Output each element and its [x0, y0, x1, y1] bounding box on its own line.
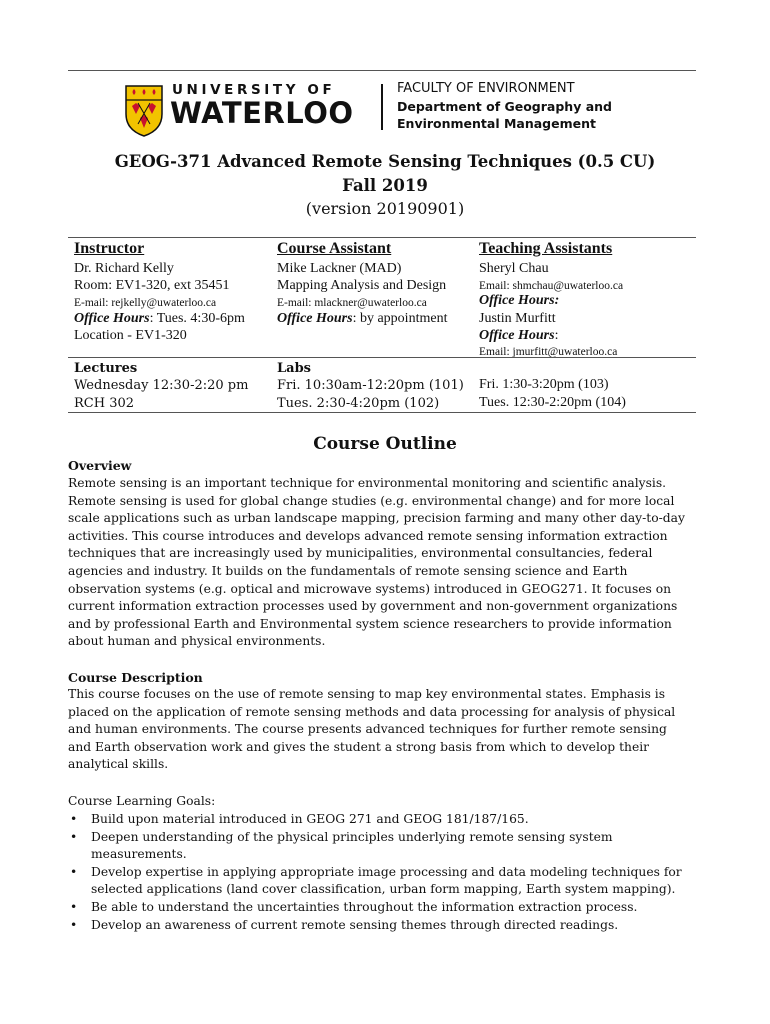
university-shield-icon — [124, 84, 164, 138]
assistant-role: Mapping Analysis and Design — [277, 278, 447, 293]
overview-line: scale applications such as urban landscape mapping, precision farming and many other day-to-day — [68, 511, 685, 526]
assistant-office-hours-label: Office Hours — [277, 311, 353, 326]
department-name-line1: Department of Geography and — [397, 99, 612, 114]
assistant-office-hours-value: : by appointment — [352, 311, 448, 326]
header-divider — [381, 84, 383, 130]
goals-heading-text: Course Learning Goals: — [68, 794, 216, 808]
ta-heading: Teaching Assistants — [479, 240, 613, 257]
description-line: and human environments. The course presents advanced techniques for further remote sensing — [68, 722, 667, 737]
goal-line: measurements. — [91, 847, 187, 862]
lectures-room: RCH 302 — [74, 396, 135, 411]
lab-section-104: Tues. 12:30-2:20pm (104) — [479, 395, 626, 410]
bullet-icon: • — [70, 829, 78, 844]
university-name-line2: WATERLOO — [170, 96, 354, 130]
bullet-icon: • — [70, 917, 78, 932]
lectures-time: Wednesday 12:30-2:20 pm — [74, 378, 249, 393]
overview-line: current information extraction processes used by government and non-government organizations — [68, 599, 678, 614]
overview-line: techniques that are increasingly used by municipalities, environmental consultancies, federal — [68, 546, 653, 561]
ta2-office-hours — [479, 327, 558, 344]
instructor-email: E-mail: rejkelly@uwaterloo.ca — [74, 297, 217, 309]
goal-line: Build upon material introduced in GEOG 271 and GEOG 181/187/165. — [91, 812, 529, 826]
overview-line: Remote sensing is used for global change studies (e.g. environmental change) and for more local — [68, 493, 675, 508]
ta2-office-hours-value: : — [554, 328, 559, 343]
description-line: and Earth observation work and gives the student a strong basis from which to develop their — [68, 739, 650, 754]
description-line: placed on the application of remote sensing methods and data processing for analysis of physical — [68, 704, 676, 719]
goal-line: selected applications (land cover classification, urban form mapping, Earth system mapping). — [91, 882, 676, 897]
ta2-email: Email: jmurfitt@uwaterloo.ca — [479, 346, 618, 358]
assistant-office-hours — [277, 310, 447, 327]
table-top-rule — [68, 237, 696, 238]
university-name-line1: UNIVERSITY OF — [172, 82, 336, 98]
instructor-location: Location - EV1-320 — [74, 328, 187, 343]
overview-line: and by professional Earth and Environmental system science researchers to provide information — [68, 616, 672, 631]
course-version: (version 20190901) — [305, 199, 465, 218]
top-rule — [68, 70, 696, 71]
course-outline-heading: Course Outline — [313, 434, 457, 454]
description-line: analytical skills. — [68, 757, 169, 772]
course-term: Fall 2019 — [342, 176, 428, 195]
goal-item — [68, 829, 728, 864]
ta2-name: Justin Murfitt — [479, 311, 556, 326]
course-title: GEOG-371 Advanced Remote Sensing Techniques (0.5 CU) — [114, 152, 656, 171]
overview-line: about human and physical environments. — [68, 634, 326, 649]
lectures-heading: Lectures — [74, 361, 138, 376]
ta1-office-hours-label: Office Hours: — [479, 293, 560, 308]
instructor-room: Room: EV1-320, ext 35451 — [74, 278, 230, 293]
ta1-email: Email: shmchau@uwaterloo.ca — [479, 280, 624, 292]
bullet-icon: • — [70, 899, 78, 914]
bullet-icon: • — [70, 812, 78, 826]
lab-section-103: Fri. 1:30-3:20pm (103) — [479, 377, 609, 392]
description-heading: Course Description — [68, 670, 203, 685]
overview-line: agencies and industry. It builds on the fundamentals of remote sensing science and Earth — [68, 563, 628, 578]
lab-section-101: Fri. 10:30am-12:20pm (101) — [277, 378, 464, 393]
overview-line: Remote sensing is an important technique for environmental monitoring and scientific analysis. — [68, 476, 667, 490]
description-paragraph — [68, 686, 708, 774]
goals-heading — [68, 793, 708, 811]
ta1-name: Sheryl Chau — [479, 261, 549, 276]
department-name-line2: Environmental Management — [397, 116, 596, 131]
instructor-name: Dr. Richard Kelly — [74, 261, 174, 276]
assistant-email: E-mail: mlackner@uwaterloo.ca — [277, 297, 427, 309]
goal-line: Be able to understand the uncertainties throughout the information extraction process. — [91, 899, 638, 914]
description-line: This course focuses on the use of remote sensing to map key environmental states. Emphasis is — [68, 687, 666, 701]
goal-line: Deepen understanding of the physical principles underlying remote sensing system — [91, 829, 613, 844]
goal-item — [68, 899, 728, 917]
goal-item — [68, 864, 728, 899]
ta2-office-hours-label: Office Hours — [479, 328, 555, 343]
goals-list — [68, 811, 728, 934]
instructor-heading: Instructor — [74, 240, 145, 257]
overview-paragraph — [68, 475, 708, 651]
instructor-office-hours-label: Office Hours — [74, 311, 150, 326]
overview-line: activities. This course introduces and develops advanced remote sensing information extraction — [68, 528, 668, 543]
overview-line: observation systems (e.g. optical and microwave systems) introduced in GEOG271. It focuses on — [68, 581, 672, 596]
faculty-name: FACULTY OF ENVIRONMENT — [397, 81, 575, 96]
assistant-heading: Course Assistant — [277, 240, 392, 257]
bullet-icon: • — [70, 864, 78, 879]
table-mid-rule — [68, 357, 696, 358]
table-bottom-rule — [68, 412, 696, 413]
instructor-office-hours-value: : Tues. 4:30-6pm — [149, 311, 245, 326]
lab-section-102: Tues. 2:30-4:20pm (102) — [277, 396, 440, 411]
assistant-name: Mike Lackner (MAD) — [277, 261, 402, 276]
goal-item — [68, 811, 728, 829]
instructor-office-hours — [74, 310, 245, 327]
labs-heading: Labs — [277, 361, 311, 376]
goal-line: Develop expertise in applying appropriate image processing and data modeling techniques for — [91, 864, 682, 879]
goal-item — [68, 917, 728, 935]
overview-heading: Overview — [68, 458, 132, 473]
goal-line: Develop an awareness of current remote sensing themes through directed readings. — [91, 917, 619, 932]
